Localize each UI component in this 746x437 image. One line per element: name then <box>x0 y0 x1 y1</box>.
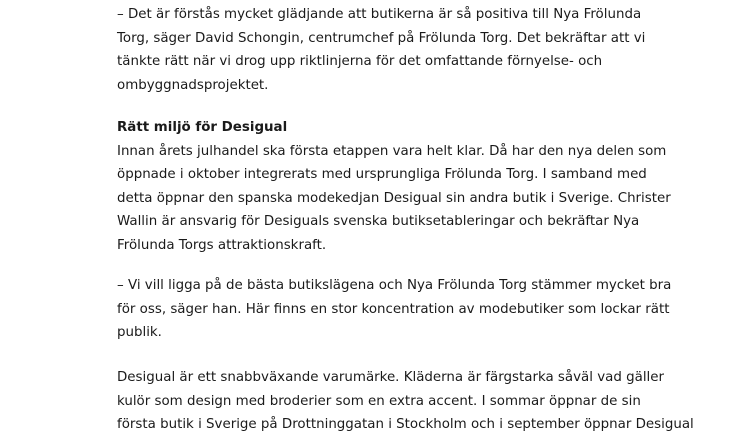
paragraph-line: Wallin är ansvarig för Desiguals svenska butiksetableringar och bekräftar Nya <box>117 214 640 230</box>
section-desigual <box>117 116 677 258</box>
brand-paragraph <box>117 366 694 437</box>
paragraph-line: detta öppnar den spanska modekedjan Desigual sin andra butik i Sverige. Christer <box>117 190 671 206</box>
paragraph-line: Torg, säger David Schongin, centrumchef på Frölunda Torg. Det bekräftar att vi <box>117 30 646 46</box>
paragraph-line: – Det är förstås mycket glädjande att butikerna är så positiva till Nya Frölunda <box>117 7 642 22</box>
paragraph-line: Frölunda Torgs attraktionskraft. <box>117 237 327 253</box>
paragraph-line: första butik i Sverige på Drottninggatan i Stockholm och i september öppnar Desigual <box>117 417 694 433</box>
paragraph-line: öppnade i oktober integrerats med ursprungliga Frölunda Torg. I samband med <box>117 167 647 183</box>
paragraph-line: tänkte rätt när vi drog upp riktlinjerna för det omfattande förnyelse- och <box>117 54 603 70</box>
paragraph-line: Desigual är ett snabbväxande varumärke. Kläderna är färgstarka såväl vad gäller <box>117 370 665 385</box>
paragraph-line: Innan årets julhandel ska första etappen vara helt klar. Då har den nya delen som <box>117 143 667 159</box>
section-heading: Rätt miljö för Desigual <box>117 120 288 135</box>
paragraph-line: för oss, säger han. Här finns en stor koncentration av modebutiker som lockar rätt <box>117 301 670 317</box>
quote-paragraph-2 <box>117 274 677 345</box>
paragraph-line: publik. <box>117 325 162 341</box>
paragraph-line: – Vi vill ligga på de bästa butikslägena och Nya Frölunda Torg stämmer mycket bra <box>117 278 672 293</box>
paragraph-line: ombyggnadsprojektet. <box>117 77 269 93</box>
paragraph-line: kulör som design med broderier som en extra accent. I sommar öppnar de sin <box>117 393 641 409</box>
quote-paragraph <box>117 3 677 97</box>
